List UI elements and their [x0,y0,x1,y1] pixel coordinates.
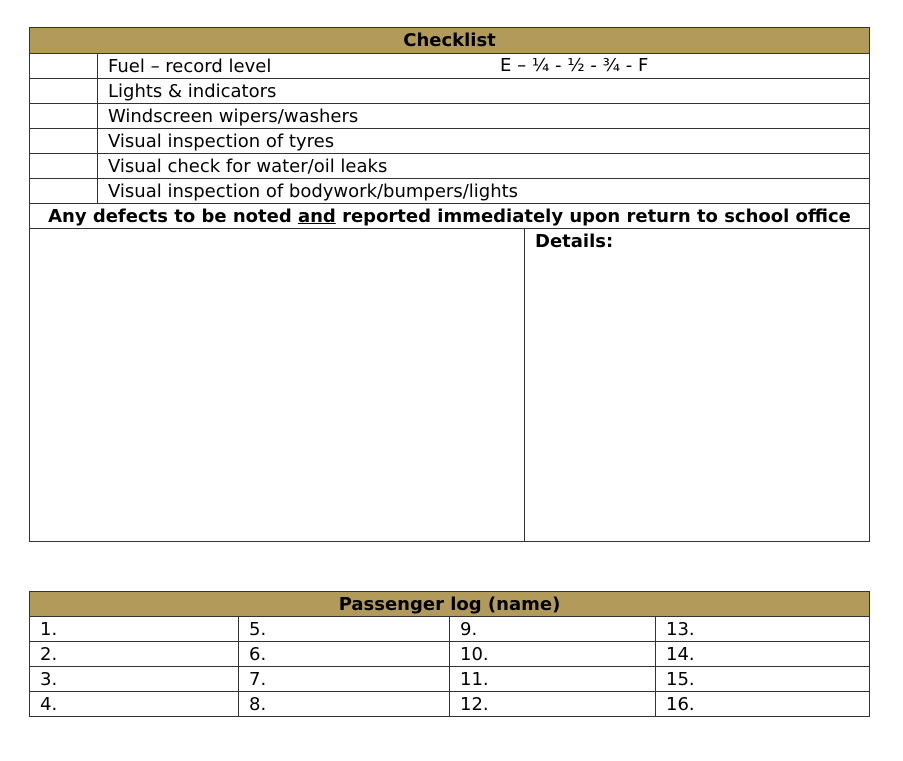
fuel-level-scale: E – ¼ - ½ - ¾ - F [500,55,649,76]
passenger-entry[interactable]: 4. [30,692,239,717]
passenger-row [30,692,870,717]
passenger-row [30,642,870,667]
checklist-row [30,104,870,129]
vehicle-damage-sketch-area[interactable] [30,229,525,542]
passenger-log-table [29,591,870,717]
checklist-title: Checklist [30,28,870,54]
details-label: Details: [535,231,614,252]
vehicle-checklist-table [29,27,870,542]
check-box-cell[interactable] [30,179,98,204]
defects-note-emphasis: and [297,205,336,227]
checklist-row [30,154,870,179]
checklist-item-label: Visual check for water/oil leaks [98,154,870,179]
checklist-item-label: Visual inspection of tyres [98,129,870,154]
passenger-entry[interactable]: 13. [656,617,870,642]
passenger-entry[interactable]: 2. [30,642,239,667]
passenger-entry[interactable]: 15. [656,667,870,692]
checklist-item-label: Visual inspection of bodywork/bumpers/lights [98,179,870,204]
passenger-entry[interactable]: 5. [239,617,450,642]
details-box[interactable] [525,229,870,542]
defects-note: Any defects to be noted and reported immediately upon return to school office [30,204,870,229]
passenger-entry[interactable]: 16. [656,692,870,717]
checklist-row [30,179,870,204]
checklist-row [30,54,870,79]
passenger-entry[interactable]: 14. [656,642,870,667]
check-box-cell[interactable] [30,104,98,129]
passenger-entry[interactable]: 12. [450,692,656,717]
passenger-entry[interactable]: 9. [450,617,656,642]
passenger-entry[interactable]: 10. [450,642,656,667]
passenger-log-title: Passenger log (name) [30,592,870,617]
check-box-cell[interactable] [30,154,98,179]
checklist-row [30,79,870,104]
passenger-entry[interactable]: 6. [239,642,450,667]
checklist-row [30,129,870,154]
checklist-item-label: Windscreen wipers/washers [98,104,870,129]
check-box-cell[interactable] [30,54,98,79]
checklist-item-label: Fuel – record level [108,55,272,77]
check-box-cell[interactable] [30,129,98,154]
check-box-cell[interactable] [30,79,98,104]
passenger-entry[interactable]: 11. [450,667,656,692]
passenger-row [30,617,870,642]
passenger-entry[interactable]: 3. [30,667,239,692]
passenger-row [30,667,870,692]
passenger-entry[interactable]: 8. [239,692,450,717]
checklist-item-label: Lights & indicators [98,79,870,104]
passenger-entry[interactable]: 1. [30,617,239,642]
passenger-entry[interactable]: 7. [239,667,450,692]
